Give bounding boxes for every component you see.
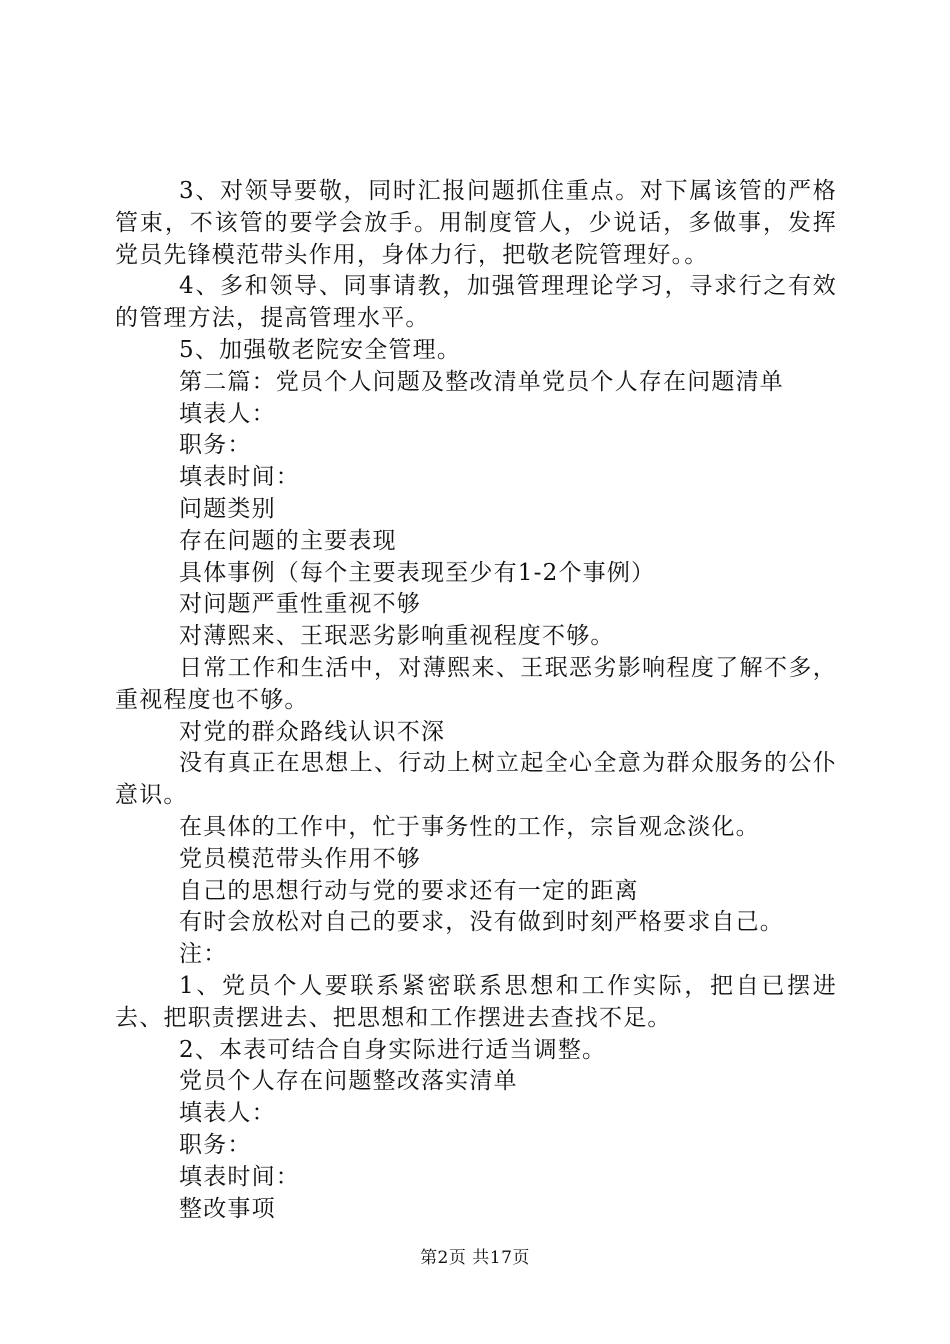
paragraph: 具体事例（每个主要表现至少有1-2个事例） [179, 559, 656, 586]
form-field-label: 填表时间： [179, 1163, 300, 1190]
note-label: 注： [179, 941, 228, 968]
paragraph: 对问题严重性重视不够 [179, 591, 421, 618]
form-field-label: 填表时间： [179, 464, 300, 491]
paragraph: 自己的思想行动与党的要求还有一定的距离 [179, 877, 639, 904]
paragraph: 对薄熙来、王珉恶劣影响重视程度不够。 [179, 623, 615, 650]
paragraph: 存在问题的主要表现 [179, 527, 397, 554]
document-body [115, 176, 837, 1225]
form-field-label: 填表人： [179, 400, 276, 427]
paragraph: 4、多和领导、同事请教，加强管理理论学习，寻求行之有效的管理方法，提高管理水平。 [115, 273, 837, 332]
paragraph: 没有真正在思想上、行动上树立起全心全意为群众服务的公仆意识。 [115, 750, 837, 809]
paragraph: 对党的群众路线认识不深 [179, 718, 446, 745]
paragraph: 问题类别 [179, 495, 276, 522]
paragraph: 有时会放松对自己的要求，没有做到时刻严格要求自己。 [179, 909, 784, 936]
note-item: 1、党员个人要联系紧密联系思想和工作实际，把自已摆进去、把职责摆进去、把思想和工作摆进去查找不足。 [115, 972, 837, 1031]
paragraph: 在具体的工作中，忙于事务性的工作，宗旨观念淡化。 [179, 813, 760, 840]
form-field-label: 职务： [179, 1131, 252, 1158]
form-field-label: 填表人： [179, 1100, 276, 1127]
paragraph: 日常工作和生活中，对薄熙来、王珉恶劣影响程度了解不多，重视程度也不够。 [115, 654, 837, 713]
section-heading: 党员个人存在问题整改落实清单 [179, 1068, 518, 1095]
paragraph: 5、加强敬老院安全管理。 [179, 336, 462, 363]
paragraph: 整改事项 [179, 1195, 276, 1222]
paragraph: 党员模范带头作用不够 [179, 845, 421, 872]
section-heading: 第二篇：党员个人问题及整改清单党员个人存在问题清单 [179, 368, 784, 395]
paragraph: 3、对领导要敬，同时汇报问题抓住重点。对下属该管的严格管束，不该管的要学会放手。用制度管人，少说话，多做事，发挥党员先锋模范带头作用，身体力行，把敬老院管理好。。 [115, 178, 837, 268]
page-number-footer: 第2页 共17页 [420, 1248, 530, 1268]
note-item: 2、本表可结合自身实际进行适当调整。 [179, 1036, 607, 1063]
form-field-label: 职务： [179, 432, 252, 459]
